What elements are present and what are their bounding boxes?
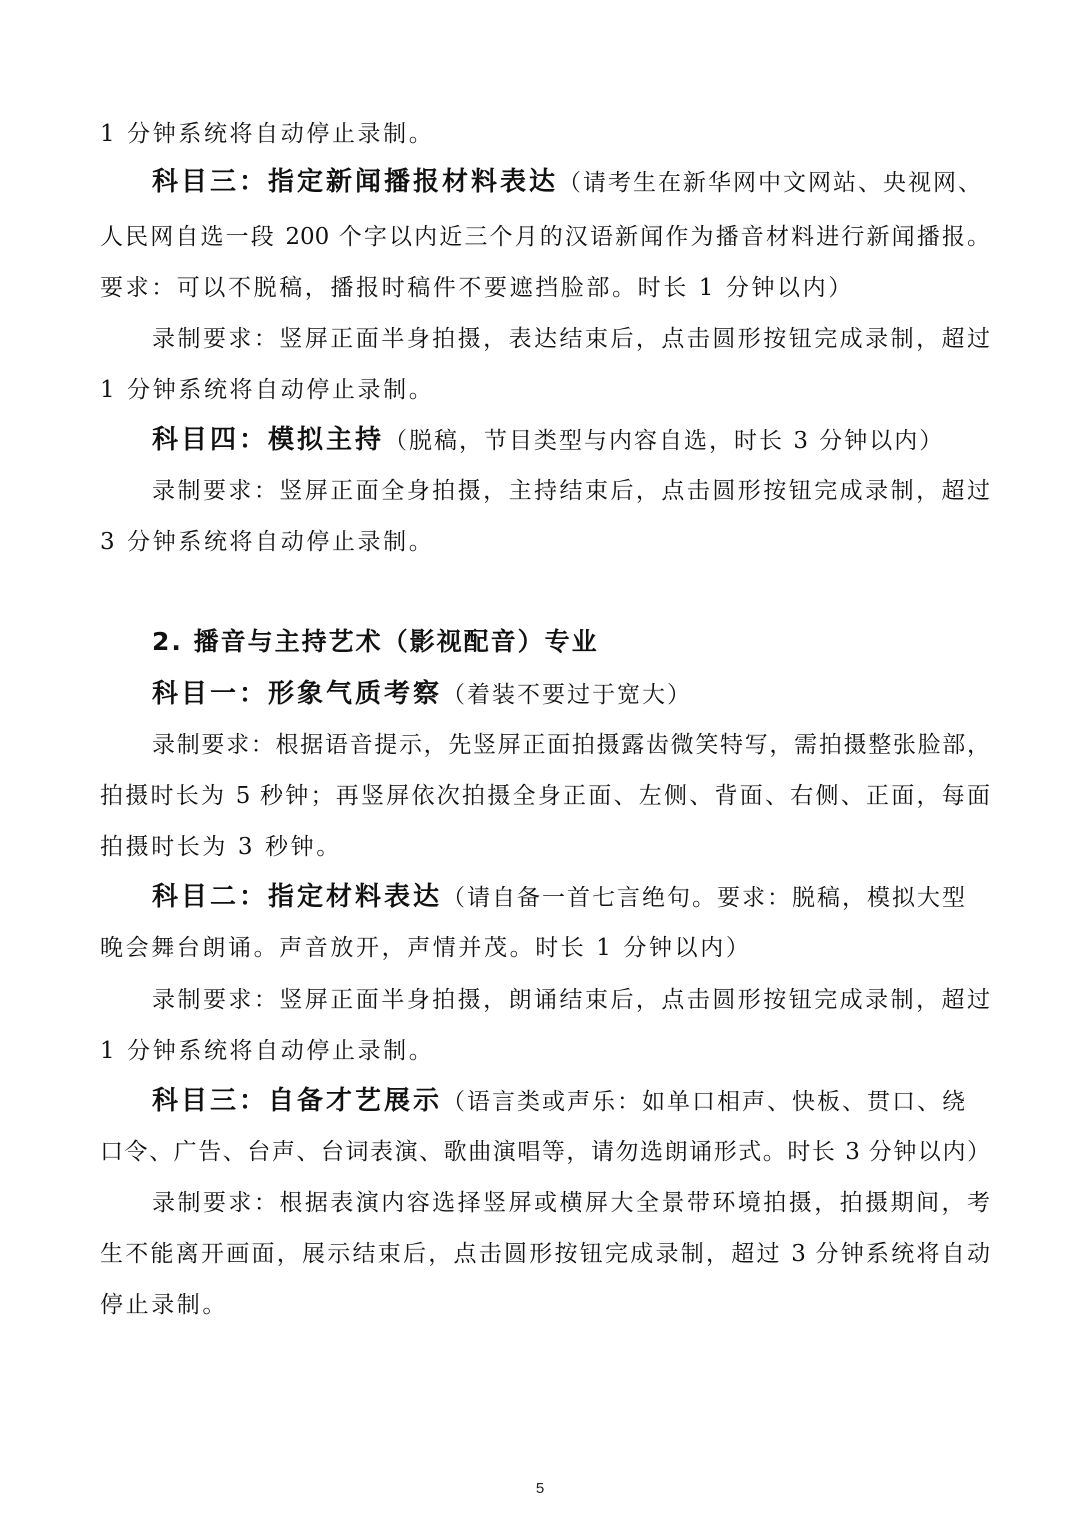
subject-title: 科目三：自备才艺展示	[152, 1086, 443, 1116]
recording-requirement: 录制要求：根据表演内容选择竖屏或横屏大全景带环境拍摄，拍摄期间，考	[152, 1190, 990, 1216]
text-line: 人民网自选一段 200 个字以内近三个月的汉语新闻作为播音材料进行新闻播报。	[100, 224, 990, 250]
subject-note: （请考生在新华网中文网站、央视网、	[558, 170, 984, 196]
subject-title: 科目四：模拟主持	[152, 425, 385, 455]
subject-note: （脱稿，节目类型与内容自选，时长 3 分钟以内）	[384, 428, 945, 454]
text-line: 要求：可以不脱稿，播报时稿件不要遮挡脸部。时长 1 分钟以内）	[100, 275, 854, 301]
text-line: 停止录制。	[100, 1292, 228, 1318]
page-number: 5	[535, 1480, 545, 1497]
text-line: 1 分钟系统将自动停止录制。	[100, 121, 435, 147]
subject-heading-line	[152, 881, 990, 914]
subject-note: （着装不要过于宽大）	[442, 682, 693, 708]
subject-heading-line	[152, 678, 990, 711]
recording-requirement: 录制要求：竖屏正面半身拍摄，表达结束后，点击圆形按钮完成录制，超过	[152, 326, 990, 352]
section-heading: 2. 播音与主持艺术（影视配音）专业	[152, 627, 599, 656]
subject-heading-line	[152, 166, 990, 199]
text-line: 3 分钟系统将自动停止录制。	[100, 529, 435, 555]
text-line: 1 分钟系统将自动停止录制。	[100, 377, 435, 403]
text-line: 拍摄时长为 5 秒钟；再竖屏依次拍摄全身正面、左侧、背面、右侧、正面，每面	[100, 783, 990, 809]
text-line: 拍摄时长为 3 秒钟。	[100, 834, 342, 860]
recording-requirement: 录制要求：竖屏正面全身拍摄，主持结束后，点击圆形按钮完成录制，超过	[152, 478, 990, 504]
recording-requirement: 录制要求：根据语音提示，先竖屏正面拍摄露齿微笑特写，需拍摄整张脸部，	[152, 732, 990, 758]
subject-title: 科目一：形象气质考察	[152, 679, 443, 709]
text-line: 生不能离开画面，展示结束后，点击圆形按钮完成录制，超过 3 分钟系统将自动	[100, 1241, 990, 1267]
subject-heading-line	[152, 1085, 990, 1118]
text-line: 晚会舞台朗诵。声音放开，声情并茂。时长 1 分钟以内）	[100, 935, 752, 961]
subject-note: （语言类或声乐：如单口相声、快板、贯口、绕	[442, 1089, 968, 1115]
text-line: 1 分钟系统将自动停止录制。	[100, 1038, 435, 1064]
subject-heading-line	[152, 424, 990, 457]
subject-note: （请自备一首七言绝句。要求：脱稿，模拟大型	[442, 885, 968, 911]
subject-title: 科目二：指定材料表达	[152, 882, 443, 912]
subject-title: 科目三：指定新闻播报材料表达	[152, 167, 559, 197]
text-line: 口令、广告、台声、台词表演、歌曲演唱等，请勿选朗诵形式。时长 3 分钟以内）	[100, 1139, 990, 1165]
recording-requirement: 录制要求：竖屏正面半身拍摄，朗诵结束后，点击圆形按钮完成录制，超过	[152, 987, 990, 1013]
